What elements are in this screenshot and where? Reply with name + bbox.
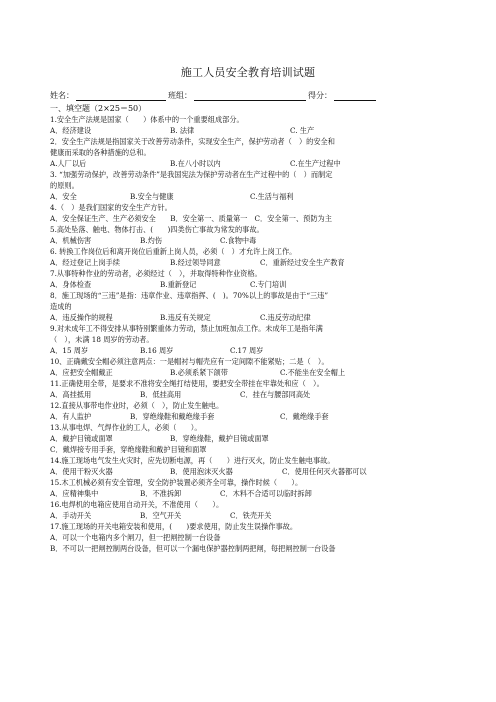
question-6: 6. 转换工作岗位后和离开岗位后重新上岗人员，必须（ ）才允许上岗工作。 — [50, 247, 297, 256]
option-b: B.安全与健康 — [130, 192, 174, 201]
option-a: A．使用干粉灭火器 — [50, 467, 113, 476]
name-label: 姓名： — [50, 91, 74, 100]
option-c: C. 生产 — [290, 126, 315, 135]
question-15: 15.木工机械必须有安全管理，安全防护装置必须齐全可靠，操作时候（ ）。 — [50, 478, 303, 487]
options-9 — [50, 345, 446, 356]
options-7 — [50, 279, 446, 290]
option-b: B.灼伤 — [140, 236, 162, 245]
question-10: 10、正确戴安全帽必须注意两点：一是帽衬与帽壳应有一定间隙不能紧贴；二是（ ）。 — [50, 357, 329, 366]
options-13 — [50, 433, 446, 444]
options-2 — [50, 158, 446, 169]
option-b: B．空气开关 — [140, 511, 182, 520]
option-c: C.违反劳动纪律 — [260, 313, 311, 322]
option-b: B．使用泡沫灭火器 — [170, 467, 233, 476]
options-3 — [50, 191, 446, 202]
option-a: A．经过登记上岗手续 — [50, 258, 120, 267]
option-c: C.生活与福利 — [250, 192, 294, 201]
question-4: 4.（ ）是我们国家的安全生产方针。 — [50, 203, 172, 212]
option-a: A．身体检查 — [50, 280, 92, 289]
page-title: 施工人员安全教育培训试题 — [180, 66, 316, 79]
info-line — [50, 90, 446, 101]
option-17-b: B．不可以一把闸控制两台设备，但可以一个漏电保护器控制两把闸，每把闸控制一台设备 — [50, 544, 336, 553]
option-a: A．戴护目镜或面罩 — [50, 434, 113, 443]
option-13-c: C．戴焊接专用手套，穿绝缘鞋和戴护目镜和面罩 — [50, 445, 207, 454]
score-blank[interactable] — [334, 92, 376, 101]
option-17-a: A．可以一个电箱内多个闸刀，但一把闸控制一台设备 — [50, 533, 221, 542]
option-c: C.17 周岁 — [230, 346, 264, 355]
question-8-line-1: 8．施工现场的“三违”是指：违章作业、违章指挥、( )。70%以上的事故是由于“三违” — [50, 291, 329, 300]
option-c: C．铁壳开关 — [230, 511, 272, 520]
option-a: A．机械伤害 — [50, 236, 92, 245]
option-a: A．应把安全帽戴正 — [50, 368, 113, 377]
option-b: B.16 周岁 — [140, 346, 174, 355]
question-2-line-1: 2．安全生产法规是指国家关于改善劳动条件，实现安全生产，保护劳动者（ ）的安全和 — [50, 137, 335, 146]
question-3-line-2: 的原则。 — [50, 181, 79, 190]
option-c: C.食物中毒 — [220, 236, 257, 245]
question-1: 1.安全生产法规是国家（ ）体系中的一个重要组成部分。 — [50, 115, 244, 124]
options-11 — [50, 389, 446, 400]
score-label: 得分： — [308, 91, 332, 100]
options-6 — [50, 257, 446, 268]
option-b: B．穿绝缘鞋和戴绝缘手套 — [130, 412, 215, 421]
question-2-line-2: 健康而采取的各种措施的总和。 — [50, 148, 151, 157]
question-9-line-1: 9.对未成年工不得安排从事特别繁重体力劳动，禁止加班加点工作。未成年工是指年满 — [50, 324, 323, 333]
question-13: 13.从事电焊、气焊作业的工人，必须（ ）。 — [50, 423, 202, 432]
question-14: 14.施工现场电气发生火灾时，应先切断电源，再（ ）进行灭火，防止发生触电事故。 — [50, 456, 335, 465]
class-label: 班组： — [168, 91, 192, 100]
option-c: C.专门培训 — [250, 280, 287, 289]
options-4: A．安全保证生产、生产必须安全 B．安全第一、质量第一 C．安全第一、预防为主 — [50, 214, 332, 223]
option-c: C.在生产过程中 — [290, 159, 341, 168]
option-c: C．戴绝缘手套 — [280, 412, 329, 421]
option-b: B. 法律 — [170, 126, 195, 135]
option-a: A．有人监护 — [50, 412, 92, 421]
question-17: 17.施工现场的开关电箱安装和使用，( )要求使用，防止发生误操作事故。 — [50, 522, 298, 531]
options-10 — [50, 367, 446, 378]
question-11: 11.正确使用全带，是要求不准将安全绳打结使用，要把安全带挂在牢靠处和应（ ）。 — [50, 379, 324, 388]
option-b: B．不准拆卸 — [140, 489, 182, 498]
option-c: C．挂在与腰部同高处 — [240, 390, 311, 399]
question-9-line-2: （ ），未满 18 周岁的劳动者。 — [50, 335, 154, 344]
options-15 — [50, 488, 446, 499]
question-7: 7.从事特种作业的劳动者，必须经过（ ），并取得特种作业资格。 — [50, 269, 262, 278]
question-8-line-2: 造成的 — [50, 302, 72, 311]
question-12: 12.直接从事带电作业时，必须（ ），防止发生触电。 — [50, 401, 224, 410]
section-heading: 一、填空题（2×25＝50） — [50, 104, 147, 113]
options-8 — [50, 312, 446, 323]
option-a: A．应精神集中 — [50, 489, 99, 498]
option-b: B.违反有关规定 — [160, 313, 211, 322]
option-b: B．低挂高用 — [140, 390, 182, 399]
question-3-line-1: 3. “加强劳动保护，改善劳动条件”是我国宪法为保护劳动者在生产过程中的（ ）而制定 — [50, 170, 333, 179]
question-16: 16.电焊机的电箱应使用自动开关，不准使用（ ）。 — [50, 500, 224, 509]
options-5 — [50, 235, 446, 246]
options-14 — [50, 466, 446, 477]
option-a: A.人厂以后 — [50, 159, 87, 168]
name-blank[interactable] — [76, 92, 166, 101]
option-b: B．穿绝缘鞋，戴护目镜或面罩 — [170, 434, 269, 443]
option-b: B.重新登记 — [160, 280, 197, 289]
option-a: A．经济建设 — [50, 126, 92, 135]
option-b: B.经过领导同意 — [170, 258, 221, 267]
option-b: B.在八小时以内 — [170, 159, 221, 168]
option-c: C．重新经过安全生产教育 — [260, 258, 345, 267]
option-a: A．15 周岁 — [50, 346, 89, 355]
option-c: C．木料不合适可以临时拆卸 — [220, 489, 312, 498]
option-a: A．安全 — [50, 192, 77, 201]
option-a: A．手动开关 — [50, 511, 92, 520]
option-c: C．使用任何灭火器都可以 — [282, 467, 367, 476]
options-12 — [50, 411, 446, 422]
option-b: B.必须系紧下颌带 — [170, 368, 228, 377]
options-16 — [50, 510, 446, 521]
class-blank[interactable] — [194, 92, 306, 101]
option-a: A．高挂抵用 — [50, 390, 92, 399]
option-a: A．违反操作的规程 — [50, 313, 113, 322]
question-5: 5.高处坠落、触电、物体打击、( )四类伤亡事故为常发的事故。 — [50, 225, 264, 234]
options-1 — [50, 125, 446, 136]
option-c: C.不能坐在安全帽上 — [280, 368, 346, 377]
